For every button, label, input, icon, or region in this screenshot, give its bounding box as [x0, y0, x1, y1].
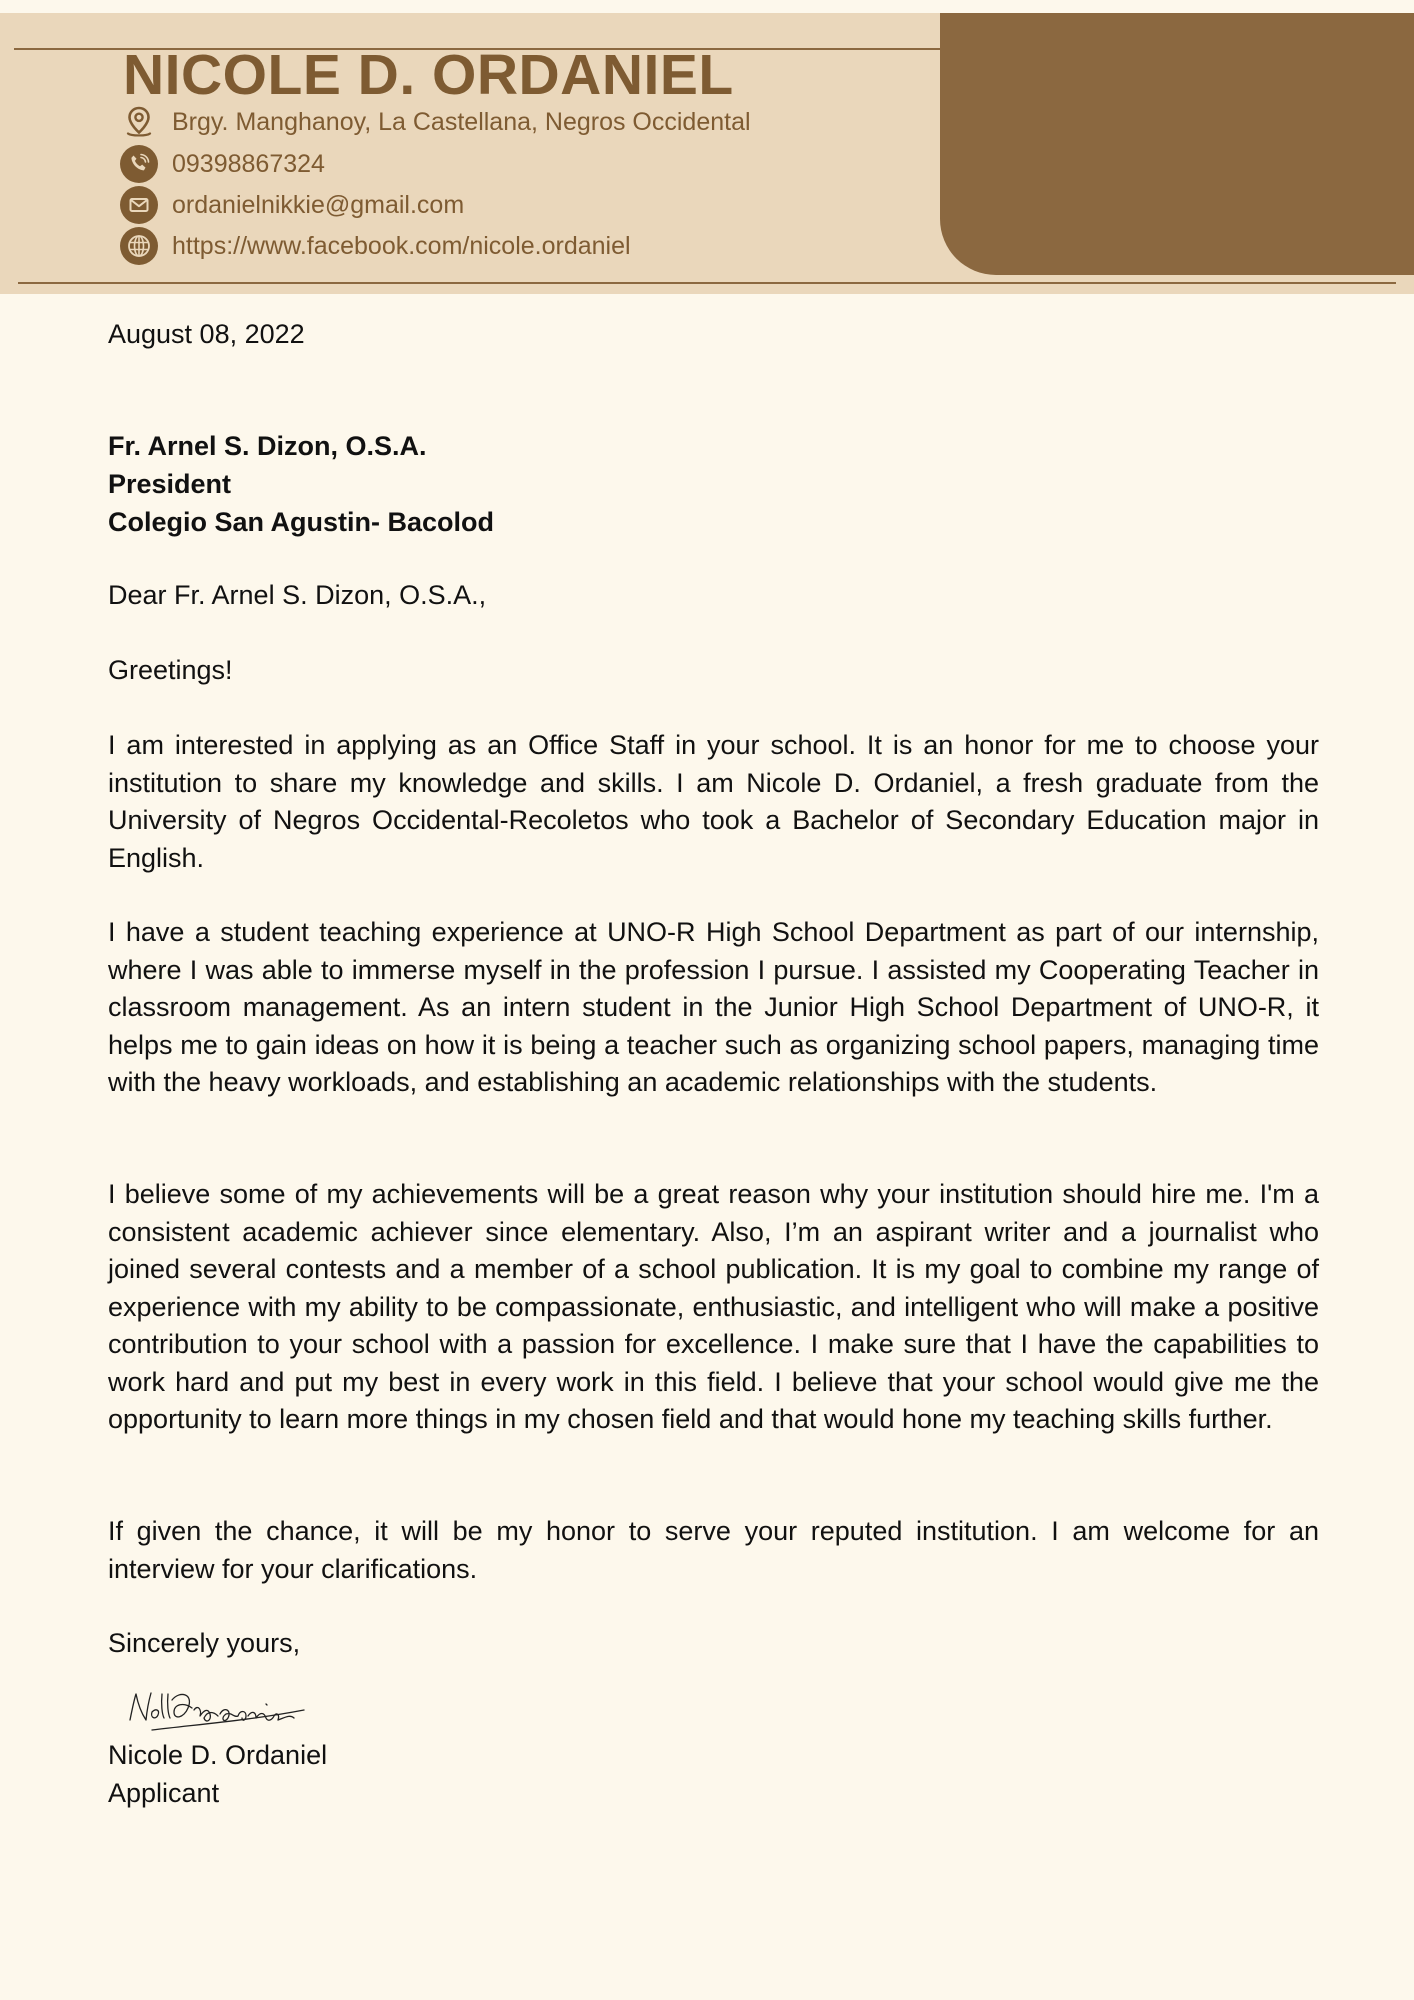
body-paragraph: I have a student teaching experience at UNO-R High School Department as part of our internship, where I was able to immerse myself in the profession I pursue. I assisted my Cooperating Teacher in classroom management. As an intern student in the Junior High School Department of UNO-R, it helps me to gain ideas on how it is being a teacher such as organizing school papers, managing time with the heavy workloads, and establishing an academic relationships with the students. — [108, 917, 1319, 1097]
globe-icon — [120, 227, 158, 265]
recipient-name: Fr. Arnel S. Dizon, O.S.A. — [108, 431, 427, 461]
signer-block — [108, 1737, 1319, 1812]
applicant-name: NICOLE D. ORDANIEL — [123, 43, 734, 107]
signer-role: Applicant — [108, 1777, 220, 1808]
header-rule-bottom — [18, 282, 1396, 284]
phone-text: 09398867324 — [172, 149, 325, 178]
contact-email — [120, 185, 464, 225]
salutation: Dear Fr. Arnel S. Dizon, O.S.A., — [108, 580, 487, 610]
letter-date: August 08, 2022 — [108, 319, 305, 349]
signer-name: Nicole D. Ordaniel — [108, 1740, 328, 1770]
website-text: https://www.facebook.com/nicole.ordaniel — [172, 231, 631, 260]
body-paragraph: I am interested in applying as an Office Staff in your school. It is an honor for me to choose your institution to share my knowledge and skills. I am Nicole D. Ordaniel, a fresh graduate from the University of Negros Occidental-Recoletos who took a Bachelor of Secondary Education major in English. — [108, 730, 1319, 873]
closing: Sincerely yours, — [108, 1628, 301, 1658]
greeting: Greetings! — [108, 655, 233, 685]
recipient-block — [108, 427, 1319, 541]
phone-icon — [120, 145, 158, 183]
contact-address — [120, 102, 751, 142]
email-text: ordanielnikkie@gmail.com — [172, 190, 465, 219]
location-pin-icon — [120, 103, 158, 141]
recipient-organization: Colegio San Agustin- Bacolod — [108, 507, 495, 537]
contact-website — [120, 226, 631, 266]
recipient-title: President — [108, 469, 232, 499]
contact-phone — [120, 144, 325, 184]
body-paragraph: If given the chance, it will be my honor to serve your reputed institution. I am welcome for an interview for your clarifications. — [108, 1516, 1319, 1584]
page-top-margin — [0, 0, 1414, 13]
mail-icon — [120, 186, 158, 224]
accent-block — [940, 13, 1414, 275]
body-paragraph: I believe some of my achievements will be a great reason why your institution should hire me. I'm a consistent academic achiever since elementary. Also, I’m an aspirant writer and a journalist who joined several contests and a member of a school publication. It is my goal to combine my range of experience with my ability to be compassionate, enthusiastic, and intelligent who will make a positive contribution to your school with a passion for excellence. I make sure that I have the capabilities to work hard and put my best in every work in this field. I believe that your school would give me the opportunity to learn more things in my chosen field and that would hone my teaching skills further. — [108, 1179, 1319, 1434]
address-text: Brgy. Manghanoy, La Castellana, Negros Occidental — [172, 107, 751, 136]
